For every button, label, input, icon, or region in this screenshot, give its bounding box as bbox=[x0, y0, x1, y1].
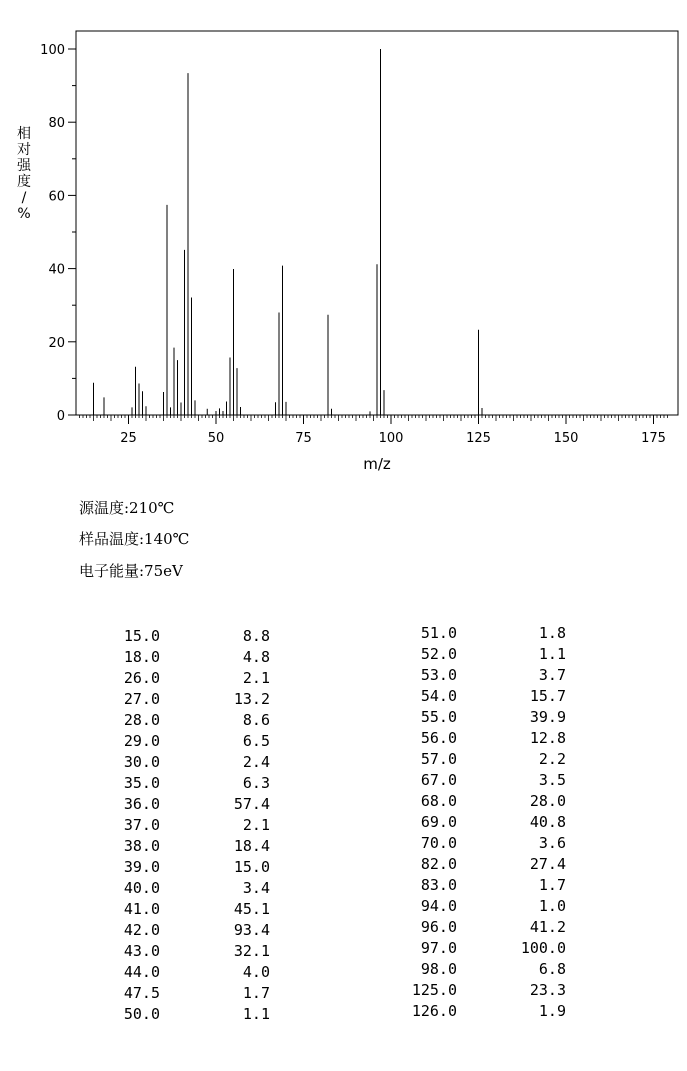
abundance-value: 3.7 bbox=[538, 666, 566, 684]
mz-value: 37.0 bbox=[123, 816, 160, 834]
table-row bbox=[380, 980, 571, 1001]
table-row bbox=[100, 710, 275, 731]
table-row bbox=[380, 749, 571, 770]
mz-value: 38.0 bbox=[123, 837, 160, 855]
table-row bbox=[380, 728, 571, 749]
abundance-value: 100.0 bbox=[520, 939, 566, 957]
abundance-value: 39.9 bbox=[529, 708, 566, 726]
y-axis-title-char: 度 bbox=[17, 174, 31, 190]
mz-value: 39.0 bbox=[123, 858, 160, 876]
abundance-value: 6.3 bbox=[242, 774, 270, 792]
table-row bbox=[100, 731, 275, 752]
table-row bbox=[380, 1001, 571, 1022]
mz-value: 26.0 bbox=[123, 669, 160, 687]
abundance-value: 3.4 bbox=[242, 879, 270, 897]
table-row bbox=[100, 983, 275, 1004]
mz-value: 50.0 bbox=[123, 1005, 160, 1023]
y-tick-label: 40 bbox=[48, 262, 65, 278]
abundance-value: 1.7 bbox=[538, 876, 566, 894]
x-tick-label: 125 bbox=[466, 431, 491, 446]
mz-value: 30.0 bbox=[123, 753, 160, 771]
source-temperature: 源温度:210℃ bbox=[79, 499, 175, 517]
abundance-value: 27.4 bbox=[529, 855, 566, 873]
abundance-value: 23.3 bbox=[529, 981, 566, 999]
y-axis-title-char: % bbox=[17, 206, 31, 222]
x-minor-ticks bbox=[80, 415, 668, 421]
x-tick-label: 150 bbox=[553, 431, 579, 446]
x-tick-label: 50 bbox=[207, 431, 225, 446]
table-row bbox=[100, 752, 275, 773]
table-row bbox=[380, 854, 571, 875]
table-row bbox=[380, 938, 571, 959]
table-row bbox=[100, 647, 275, 668]
abundance-value: 8.6 bbox=[242, 711, 270, 729]
sample-temperature: 样品温度:140℃ bbox=[79, 530, 190, 548]
y-axis-title-char: / bbox=[21, 190, 27, 206]
mz-value: 18.0 bbox=[123, 648, 160, 666]
mass-spectrum-chart bbox=[0, 0, 687, 480]
abundance-value: 2.4 bbox=[242, 753, 270, 771]
abundance-value: 18.4 bbox=[233, 837, 270, 855]
y-tick-label: 20 bbox=[48, 335, 65, 351]
table-row bbox=[380, 770, 571, 791]
table-row bbox=[380, 686, 571, 707]
y-axis-title-char: 对 bbox=[17, 142, 31, 158]
mz-value: 27.0 bbox=[123, 690, 160, 708]
mz-value: 125.0 bbox=[411, 981, 457, 999]
mz-value: 44.0 bbox=[123, 963, 160, 981]
abundance-value: 4.8 bbox=[242, 648, 270, 666]
mz-value: 29.0 bbox=[123, 732, 160, 750]
mz-value: 126.0 bbox=[411, 1002, 457, 1020]
table-row bbox=[380, 707, 571, 728]
abundance-value: 93.4 bbox=[233, 921, 270, 939]
table-row bbox=[100, 962, 275, 983]
table-row bbox=[380, 875, 571, 896]
abundance-value: 1.1 bbox=[242, 1005, 270, 1023]
abundance-value: 8.8 bbox=[242, 627, 270, 645]
table-row bbox=[100, 920, 275, 941]
abundance-value: 41.2 bbox=[529, 918, 566, 936]
electron-energy: 电子能量:75eV bbox=[79, 562, 183, 580]
table-row bbox=[100, 1004, 275, 1025]
abundance-value: 1.9 bbox=[538, 1002, 566, 1020]
mz-value: 56.0 bbox=[420, 729, 457, 747]
abundance-value: 1.1 bbox=[538, 645, 566, 663]
mz-value: 94.0 bbox=[420, 897, 457, 915]
abundance-value: 1.8 bbox=[538, 624, 566, 642]
table-row bbox=[100, 668, 275, 689]
abundance-value: 6.8 bbox=[538, 960, 566, 978]
mz-value: 36.0 bbox=[123, 795, 160, 813]
abundance-value: 32.1 bbox=[233, 942, 270, 960]
table-row bbox=[100, 878, 275, 899]
x-tick-label: 75 bbox=[295, 431, 312, 446]
mz-value: 69.0 bbox=[420, 813, 457, 831]
mz-value: 53.0 bbox=[420, 666, 457, 684]
abundance-value: 3.6 bbox=[538, 834, 566, 852]
abundance-value: 6.5 bbox=[242, 732, 270, 750]
mz-value: 52.0 bbox=[420, 645, 457, 663]
mz-value: 97.0 bbox=[420, 939, 457, 957]
mz-value: 43.0 bbox=[123, 942, 160, 960]
abundance-value: 28.0 bbox=[529, 792, 566, 810]
abundance-value: 13.2 bbox=[233, 690, 270, 708]
abundance-value: 57.4 bbox=[233, 795, 270, 813]
mz-value: 57.0 bbox=[420, 750, 457, 768]
table-row bbox=[380, 959, 571, 980]
abundance-value: 15.0 bbox=[233, 858, 270, 876]
x-tick-label: 175 bbox=[641, 431, 666, 446]
table-row bbox=[380, 623, 571, 644]
x-tick-label: 100 bbox=[378, 431, 404, 446]
y-axis-title-char: 相 bbox=[17, 126, 31, 142]
table-row bbox=[380, 896, 571, 917]
y-tick-label: 0 bbox=[56, 409, 65, 424]
abundance-value: 45.1 bbox=[233, 900, 270, 918]
table-row bbox=[100, 626, 275, 647]
mz-value: 54.0 bbox=[420, 687, 457, 705]
abundance-value: 1.7 bbox=[242, 984, 270, 1002]
table-row bbox=[380, 791, 571, 812]
table-row bbox=[100, 899, 275, 920]
abundance-value: 2.2 bbox=[538, 750, 566, 768]
table-row bbox=[100, 794, 275, 815]
mz-value: 40.0 bbox=[123, 879, 160, 897]
abundance-value: 3.5 bbox=[538, 771, 566, 789]
mz-value: 28.0 bbox=[123, 711, 160, 729]
abundance-value: 12.8 bbox=[529, 729, 566, 747]
table-row bbox=[100, 857, 275, 878]
mz-value: 42.0 bbox=[123, 921, 160, 939]
table-row bbox=[100, 689, 275, 710]
abundance-value: 2.1 bbox=[242, 816, 270, 834]
mz-value: 83.0 bbox=[420, 876, 457, 894]
abundance-value: 40.8 bbox=[529, 813, 566, 831]
table-row bbox=[100, 773, 275, 794]
x-axis-title: m/z bbox=[363, 455, 391, 473]
table-row bbox=[380, 917, 571, 938]
abundance-value: 15.7 bbox=[529, 687, 566, 705]
x-tick-label: 25 bbox=[120, 431, 137, 446]
mz-value: 68.0 bbox=[420, 792, 457, 810]
abundance-value: 1.0 bbox=[538, 897, 566, 915]
abundance-value: 2.1 bbox=[242, 669, 270, 687]
table-row bbox=[380, 644, 571, 665]
mz-value: 98.0 bbox=[420, 960, 457, 978]
y-axis-title bbox=[17, 125, 32, 222]
table-row bbox=[380, 812, 571, 833]
y-axis-title-char: 强 bbox=[17, 158, 31, 174]
x-major-ticks bbox=[120, 415, 666, 446]
mz-value: 15.0 bbox=[123, 627, 160, 645]
table-row bbox=[100, 815, 275, 836]
abundance-value: 4.0 bbox=[242, 963, 270, 981]
table-row bbox=[100, 836, 275, 857]
y-tick-label: 100 bbox=[40, 43, 65, 58]
y-ticks bbox=[40, 43, 76, 424]
mz-value: 67.0 bbox=[420, 771, 457, 789]
table-row bbox=[380, 833, 571, 854]
mz-value: 55.0 bbox=[420, 708, 457, 726]
mz-value: 82.0 bbox=[420, 855, 457, 873]
mz-value: 70.0 bbox=[420, 834, 457, 852]
spectrum-peaks bbox=[94, 49, 483, 415]
y-tick-label: 60 bbox=[48, 189, 65, 205]
mz-value: 47.5 bbox=[123, 984, 160, 1002]
table-row bbox=[380, 665, 571, 686]
mz-value: 41.0 bbox=[123, 900, 160, 918]
y-tick-label: 80 bbox=[48, 116, 65, 132]
mz-value: 35.0 bbox=[123, 774, 160, 792]
table-row bbox=[100, 941, 275, 962]
mz-value: 51.0 bbox=[420, 624, 457, 642]
mz-value: 96.0 bbox=[420, 918, 457, 936]
